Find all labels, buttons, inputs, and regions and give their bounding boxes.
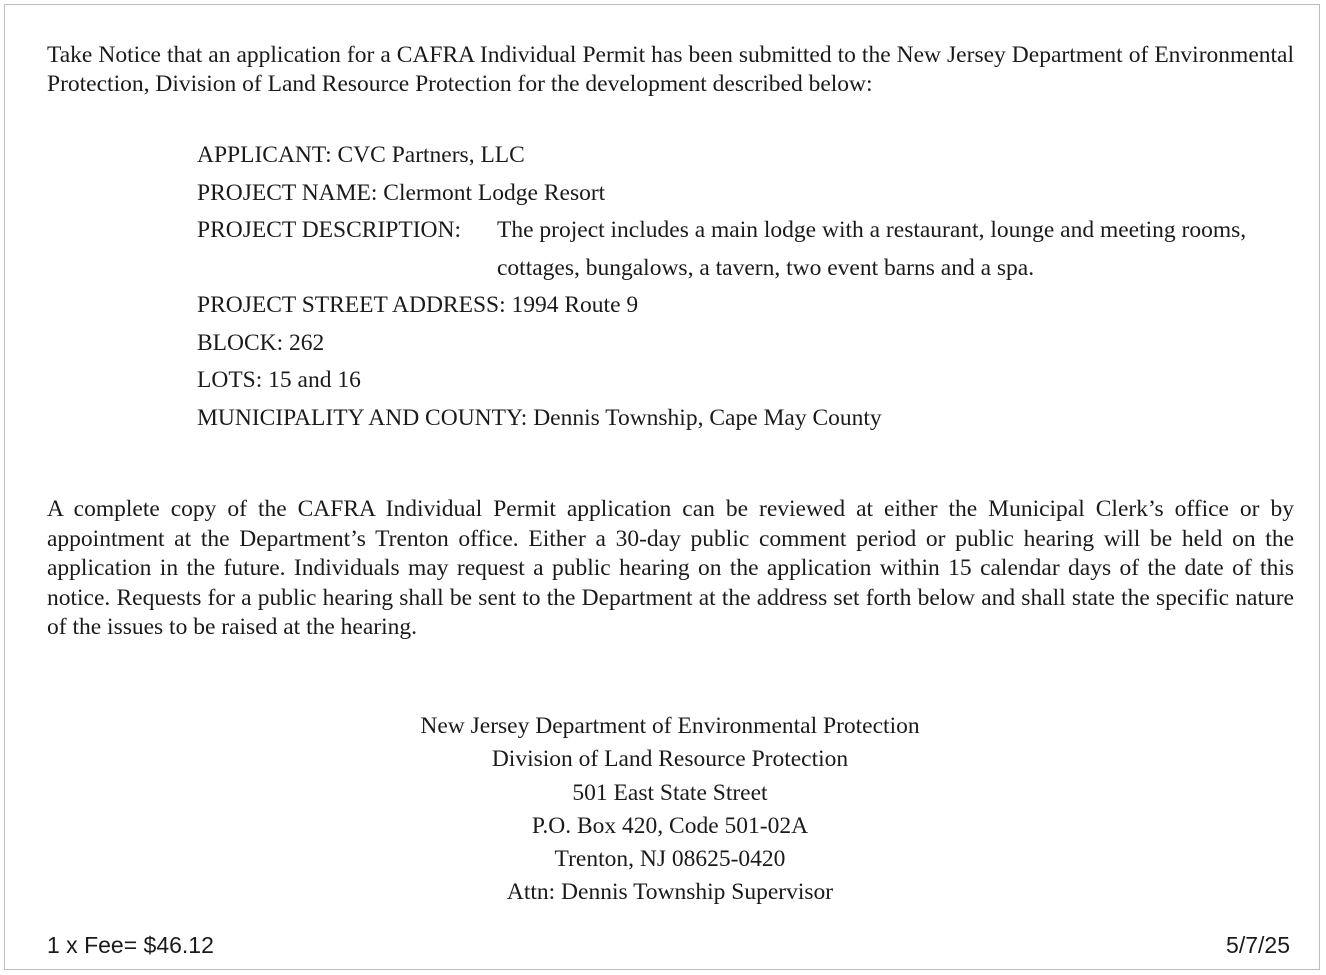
municipality-line: MUNICIPALITY AND COUNTY: Dennis Township, Cape May County bbox=[197, 404, 882, 431]
date-label: 5/7/25 bbox=[1226, 932, 1290, 958]
project-description-label: PROJECT DESCRIPTION: bbox=[197, 217, 461, 243]
fee-label: 1 x Fee= $46.12 bbox=[47, 932, 214, 958]
body-paragraph: A complete copy of the CAFRA Individual Permit application can be reviewed at either the Municipal Clerk’s office or by appointment at the Department’s Trenton office. Either a 30-day public comment period or public hearing will be held on the application in the future. Individuals may request a public hearing on the application within 15 calendar days of the date of this notice. Requests for a public hearing shall be sent to the Department at the address set forth below and shall state the specific nature of the issues to be raised at the hearing. bbox=[47, 496, 1294, 640]
project-name-line: PROJECT NAME: Clermont Lodge Resort bbox=[197, 179, 606, 206]
applicant-line: APPLICANT: CVC Partners, LLC bbox=[197, 142, 525, 168]
project-description-text: The project includes a main lodge with a restaurant, lounge and meeting rooms, cottages, bungalows, a tavern, two event barns and a spa. bbox=[497, 217, 1247, 281]
address-line-department: New Jersey Department of Environmental Protection bbox=[420, 713, 920, 739]
project-description bbox=[197, 212, 1297, 287]
lots-line: LOTS: 15 and 16 bbox=[197, 367, 361, 393]
street-address-line: PROJECT STREET ADDRESS: 1994 Route 9 bbox=[197, 292, 639, 318]
address-line-city: Trenton, NJ 08625-0420 bbox=[554, 846, 786, 873]
project-details bbox=[197, 137, 1297, 437]
address-line-po-box: P.O. Box 420, Code 501-02A bbox=[531, 812, 809, 839]
block-line: BLOCK: 262 bbox=[197, 329, 325, 356]
intro-paragraph: Take Notice that an application for a CAFRA Individual Permit has been submitted to the New Jersey Department of Environmental Protection, Division of Land Resource Protection for the development described below: bbox=[47, 42, 1294, 97]
address-line-street: 501 East State Street bbox=[572, 779, 768, 806]
address-line-attention: Attn: Dennis Township Supervisor bbox=[506, 879, 834, 906]
address-line-division: Division of Land Resource Protection bbox=[491, 746, 849, 773]
mailing-address bbox=[340, 710, 1000, 910]
